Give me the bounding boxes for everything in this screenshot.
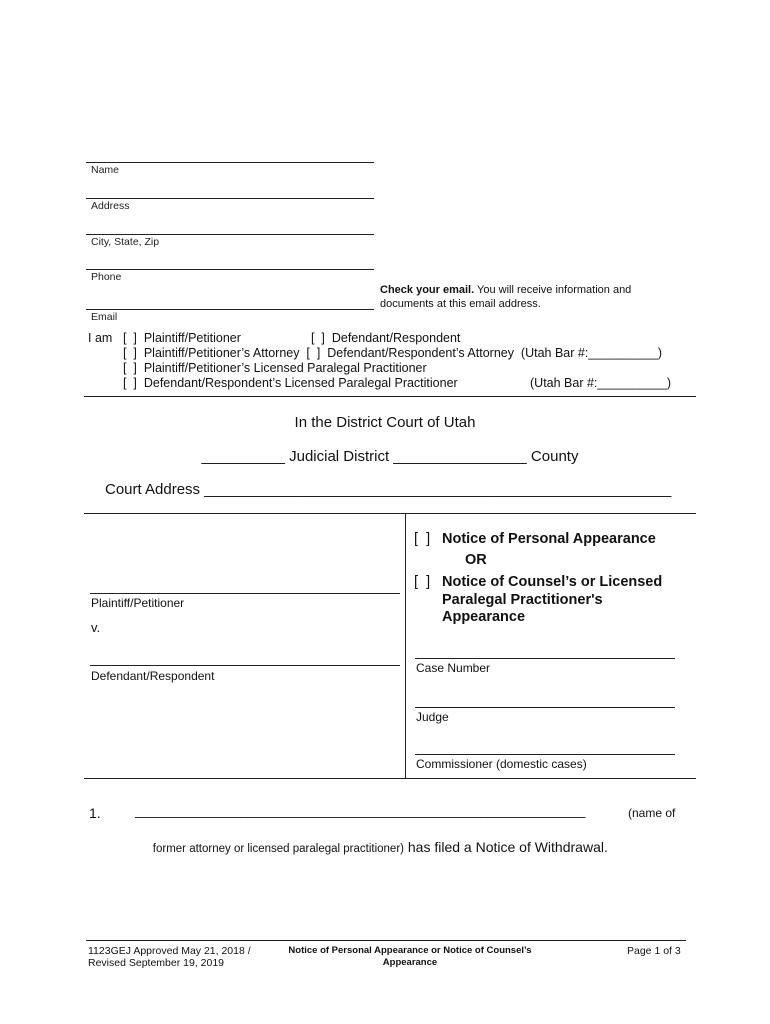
court-title: In the District Court of Utah: [294, 414, 476, 431]
footer-title: [270, 945, 550, 969]
footer-title-line2: Appearance: [382, 957, 438, 968]
footer-rule: [86, 940, 686, 941]
item-1-line2: [135, 821, 608, 875]
email-note-bold: Check your email.: [380, 284, 475, 296]
party-defendant-paralegal-option[interactable]: [ ] Defendant/Respondent’s Licensed Paralegal Practitioner: [123, 376, 458, 390]
party-divider: [84, 396, 696, 397]
email-label: Email: [91, 311, 118, 323]
defendant-label: Defendant/Respondent: [91, 669, 215, 683]
notice-counsel-line3: Appearance: [442, 609, 526, 625]
caption-center-divider: [405, 513, 406, 779]
caption-bottom-divider: [84, 778, 696, 779]
address-label: Address: [91, 200, 130, 212]
email-note-rest: You will receive information and: [474, 284, 632, 296]
judge-label: Judge: [416, 710, 449, 724]
or-label: OR: [465, 552, 487, 568]
plaintiff-line[interactable]: [90, 593, 400, 594]
address-line[interactable]: [86, 198, 374, 199]
item-1-line2-large: has filed a Notice of Withdrawal.: [403, 839, 608, 855]
notice-counsel-checkbox[interactable]: [ ]: [414, 574, 431, 590]
former-counsel-blank[interactable]: ____________________________________________________________: [135, 803, 586, 818]
case-number-line[interactable]: [415, 658, 675, 659]
item-1-name-of: (name of: [628, 806, 676, 820]
phone-line[interactable]: [86, 269, 374, 270]
party-defendant-option[interactable]: [ ] Defendant/Respondent: [311, 331, 461, 345]
party-attorney-options[interactable]: [ ] Plaintiff/Petitioner’s Attorney [ ] Defendant/Respondent’s Attorney (Utah Bar #:__________): [123, 346, 662, 360]
form-id-line2: Revised September 19, 2019: [88, 957, 225, 969]
item-1-number: 1.: [89, 805, 101, 821]
form-id: [88, 945, 251, 969]
notice-counsel-line1: Notice of Counsel’s or Licensed: [442, 574, 663, 590]
page-number: Page 1 of 3: [627, 945, 681, 957]
notice-personal-checkbox[interactable]: [ ]: [414, 531, 431, 547]
party-plaintiff-paralegal-option[interactable]: [ ] Plaintiff/Petitioner’s Licensed Paralegal Practitioner: [123, 361, 427, 375]
court-address-line: Court Address ________________________________________________________: [105, 481, 672, 498]
commissioner-label: Commissioner (domestic cases): [416, 757, 587, 771]
email-note-line2: documents at this email address.: [380, 298, 541, 310]
city-label: City, State, Zip: [91, 236, 160, 248]
form-id-line1: 1123GEJ Approved May 21, 2018 /: [88, 945, 251, 957]
notice-personal-label: Notice of Personal Appearance: [442, 531, 656, 547]
footer-title-line1: Notice of Personal Appearance or Notice of Counsel’s: [288, 945, 532, 956]
iam-label: I am: [88, 331, 113, 345]
city-line[interactable]: [86, 234, 374, 235]
case-number-label: Case Number: [416, 661, 491, 675]
versus-label: v.: [91, 620, 101, 635]
party-plaintiff-option[interactable]: [ ] Plaintiff/Petitioner: [123, 331, 241, 345]
paralegal-bar-number: (Utah Bar #:__________): [530, 376, 672, 390]
email-note: [380, 283, 631, 311]
name-line[interactable]: [86, 162, 374, 163]
judge-line[interactable]: [415, 707, 675, 708]
district-line: __________ Judicial District ________________ County: [201, 448, 579, 465]
caption-top-divider: [84, 513, 696, 514]
phone-label: Phone: [91, 271, 122, 283]
notice-counsel-line2: Paralegal Practitioner's: [442, 591, 603, 608]
commissioner-line[interactable]: [415, 754, 675, 755]
notice-counsel-label: [442, 574, 662, 627]
name-label: Name: [91, 164, 120, 176]
plaintiff-label: Plaintiff/Petitioner: [91, 596, 185, 610]
defendant-line[interactable]: [90, 665, 400, 666]
item-1-line2-small: former attorney or licensed paralegal practitioner): [152, 843, 404, 855]
email-line[interactable]: [86, 309, 374, 310]
